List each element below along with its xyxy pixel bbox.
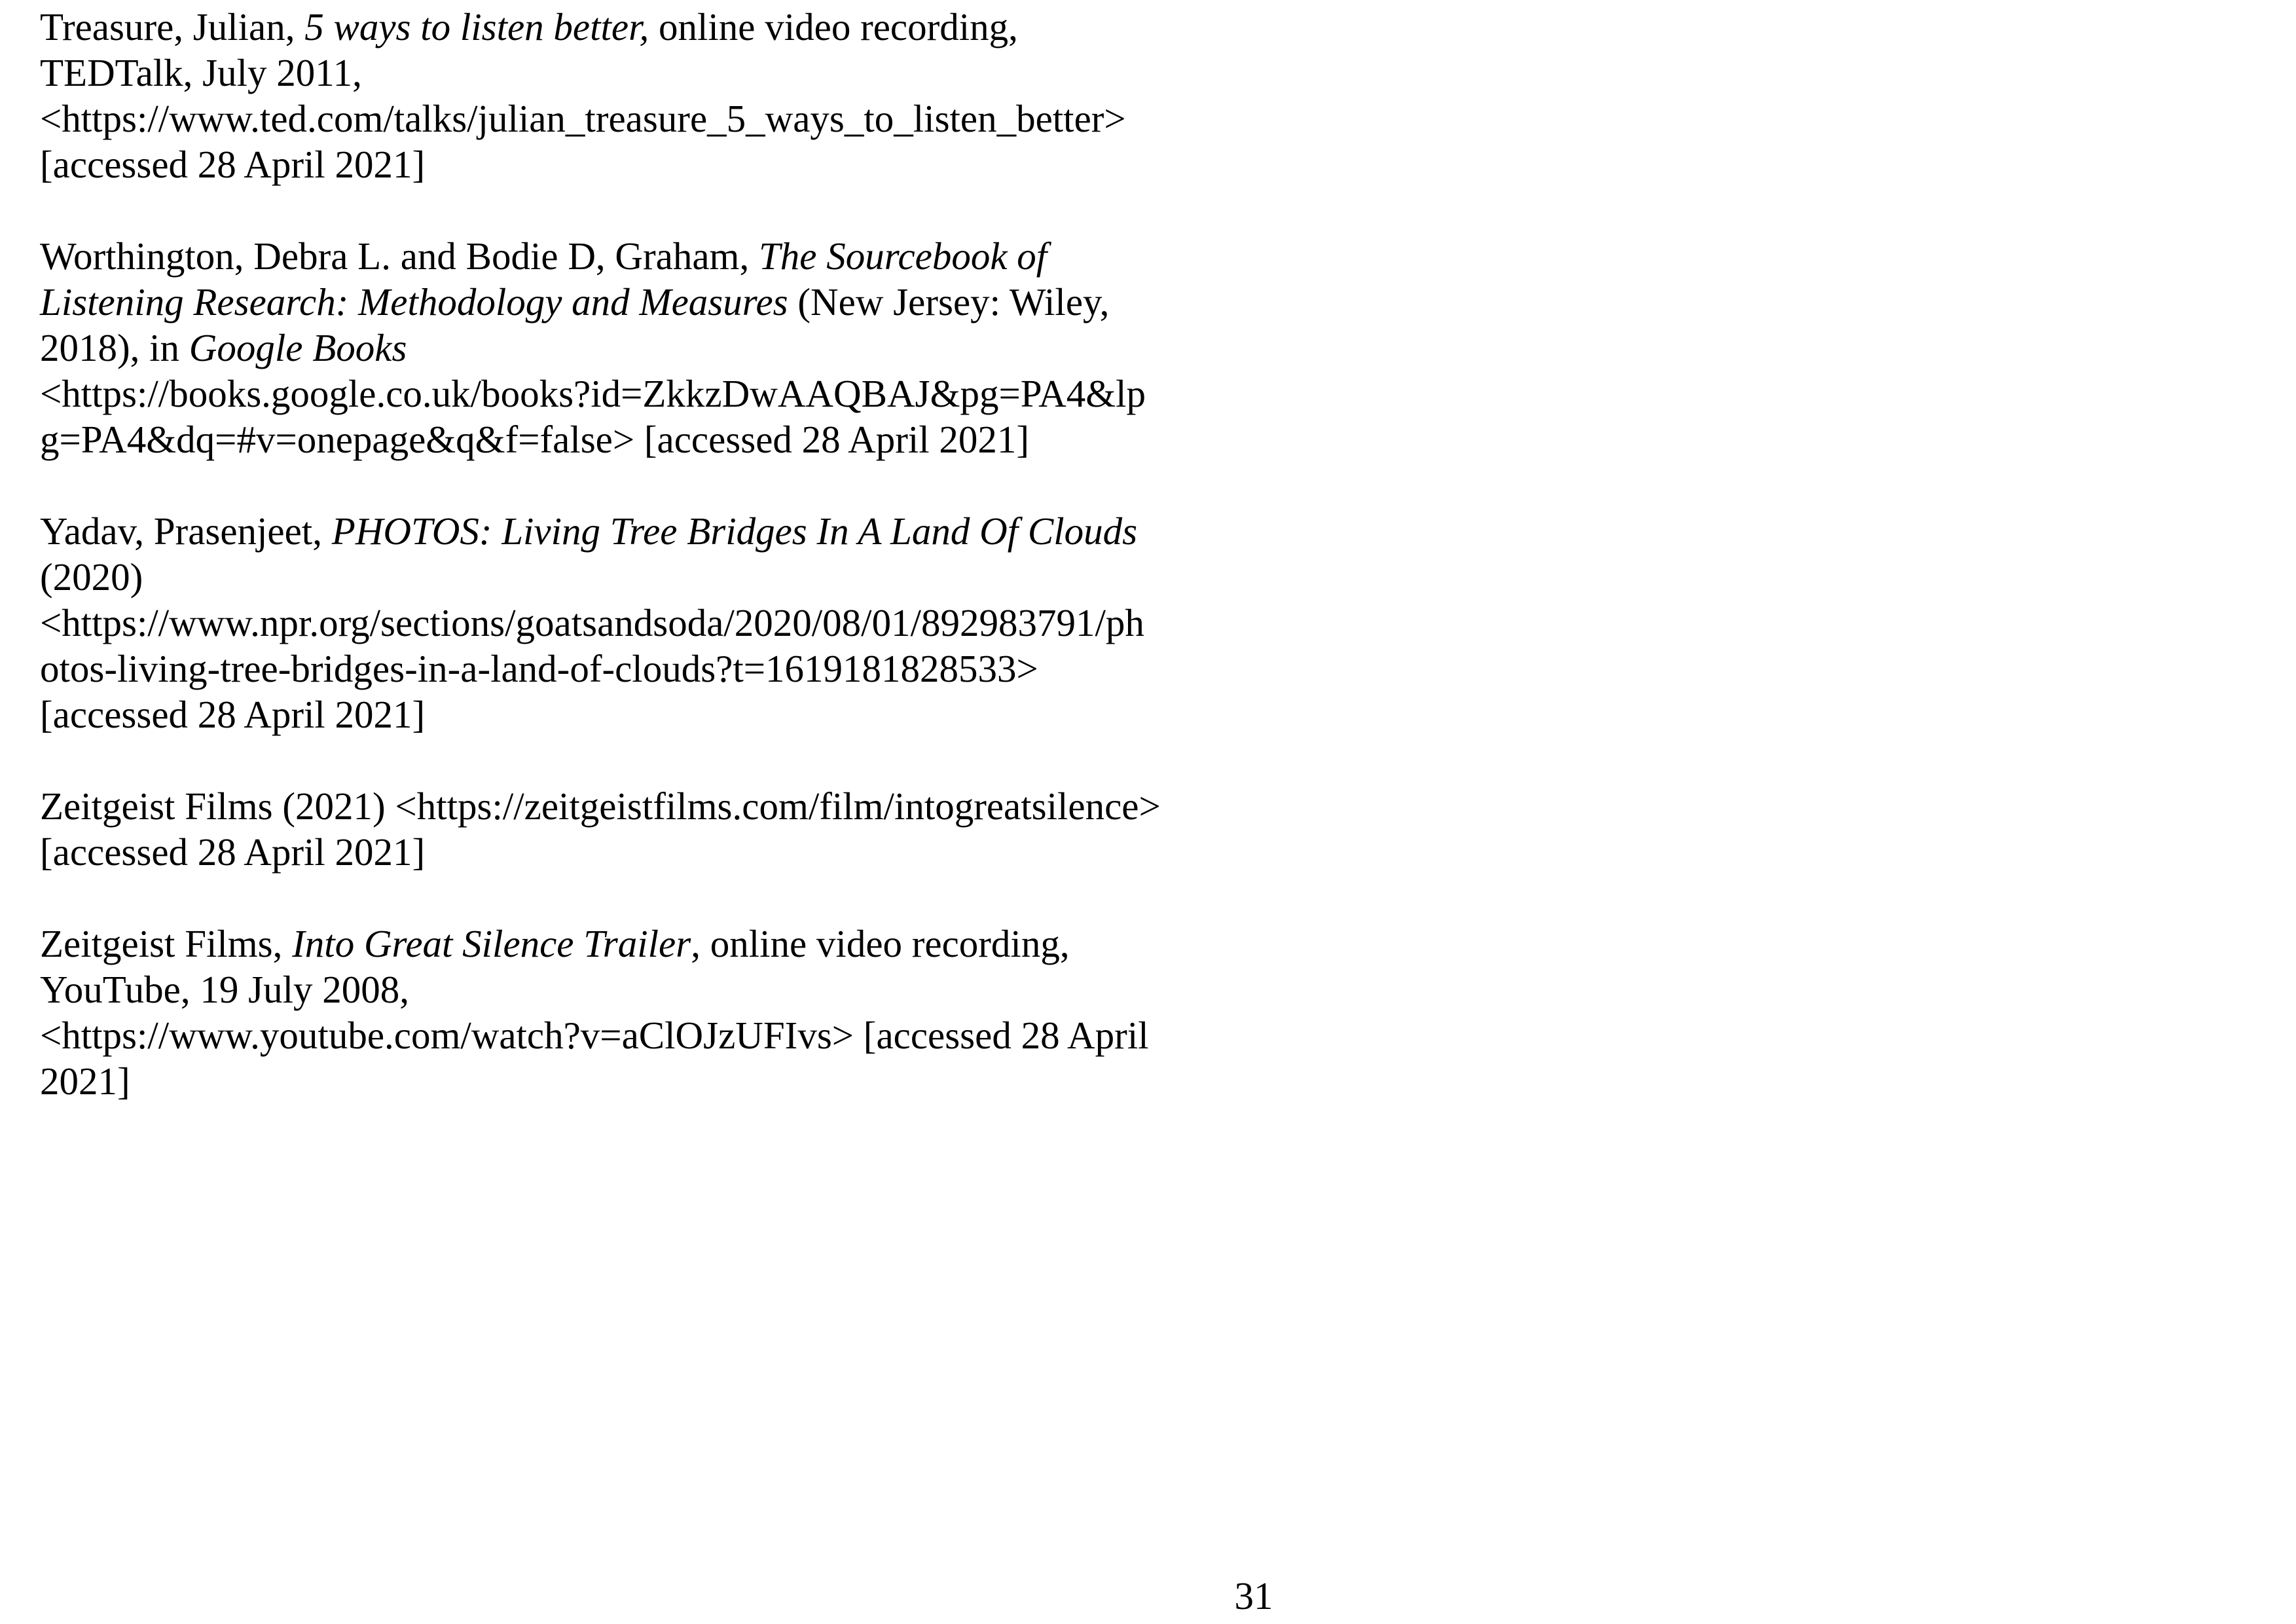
bibliography-entry bbox=[40, 783, 1271, 875]
italic-title-text: The Sourcebook of bbox=[758, 234, 1048, 278]
entry-line bbox=[40, 967, 1271, 1012]
page-number: 31 bbox=[1234, 1574, 1273, 1617]
citation-text: Worthington, Debra L. and Bodie D, Graham, bbox=[40, 234, 759, 278]
entry-line bbox=[40, 921, 1271, 967]
entry-line bbox=[40, 829, 1271, 875]
italic-title-text: Google Books bbox=[189, 326, 407, 369]
citation-text: [accessed 28 April 2021] bbox=[40, 693, 426, 736]
citation-text: <https://www.npr.org/sections/goatsandsoda/2020/08/01/892983791/ph bbox=[40, 601, 1144, 644]
bibliography-entry bbox=[40, 233, 1271, 462]
citation-text: TEDTalk, July 2011, bbox=[40, 51, 362, 94]
citation-text: Yadav, Prasenjeet, bbox=[40, 509, 332, 553]
entry-line bbox=[40, 1012, 1271, 1058]
entry-line bbox=[40, 554, 1271, 600]
entry-line bbox=[40, 279, 1271, 325]
entry-line bbox=[40, 508, 1271, 554]
entry-line bbox=[40, 1058, 1271, 1104]
citation-text: otos-living-tree-bridges-in-a-land-of-clouds?t=1619181828533> bbox=[40, 647, 1038, 690]
citation-text: 2021] bbox=[40, 1060, 130, 1103]
entry-line bbox=[40, 371, 1271, 416]
entry-line bbox=[40, 416, 1271, 462]
citation-text: Zeitgeist Films, bbox=[40, 922, 293, 965]
entry-line bbox=[40, 96, 1271, 141]
entry-line bbox=[40, 141, 1271, 187]
entry-line bbox=[40, 4, 1271, 50]
citation-text: <https://www.ted.com/talks/julian_treasure_5_ways_to_listen_better> bbox=[40, 97, 1126, 140]
bibliography-list bbox=[40, 4, 1271, 1150]
citation-text: Zeitgeist Films (2021) <https://zeitgeistfilms.com/film/intogreatsilence> bbox=[40, 784, 1161, 828]
citation-text: YouTube, 19 July 2008, bbox=[40, 968, 409, 1011]
citation-text: [accessed 28 April 2021] bbox=[40, 143, 426, 186]
citation-text: g=PA4&dq=#v=onepage&q&f=false> [accessed 28 April 2021] bbox=[40, 418, 1030, 461]
citation-text: , online video recording, bbox=[691, 922, 1070, 965]
italic-title-text: PHOTOS: Living Tree Bridges In A Land Of Clouds bbox=[331, 509, 1138, 553]
citation-text: (New Jersey: Wiley, bbox=[788, 280, 1110, 323]
italic-title-text: 5 ways to listen better, bbox=[304, 5, 649, 48]
italic-title-text: Listening Research: Methodology and Measures bbox=[40, 280, 788, 323]
citation-text: <https://www.youtube.com/watch?v=aClOJzUFIvs> [accessed 28 April bbox=[40, 1014, 1149, 1057]
citation-text: online video recording, bbox=[649, 5, 1018, 48]
citation-text: (2020) bbox=[40, 555, 143, 599]
citation-text: [accessed 28 April 2021] bbox=[40, 830, 426, 874]
entry-line bbox=[40, 50, 1271, 96]
bibliography-entry bbox=[40, 508, 1271, 737]
entry-line bbox=[40, 783, 1271, 829]
bibliography-entry bbox=[40, 4, 1271, 187]
citation-text: Treasure, Julian, bbox=[40, 5, 305, 48]
citation-text: 2018), in bbox=[40, 326, 189, 369]
entry-line bbox=[40, 325, 1271, 371]
entry-line bbox=[40, 233, 1271, 279]
citation-text: <https://books.google.co.uk/books?id=ZkkzDwAAQBAJ&pg=PA4&lp bbox=[40, 372, 1146, 415]
entry-line bbox=[40, 646, 1271, 692]
bibliography-entry bbox=[40, 921, 1271, 1104]
entry-line bbox=[40, 692, 1271, 737]
italic-title-text: Into Great Silence Trailer bbox=[292, 922, 691, 965]
entry-line bbox=[40, 600, 1271, 646]
